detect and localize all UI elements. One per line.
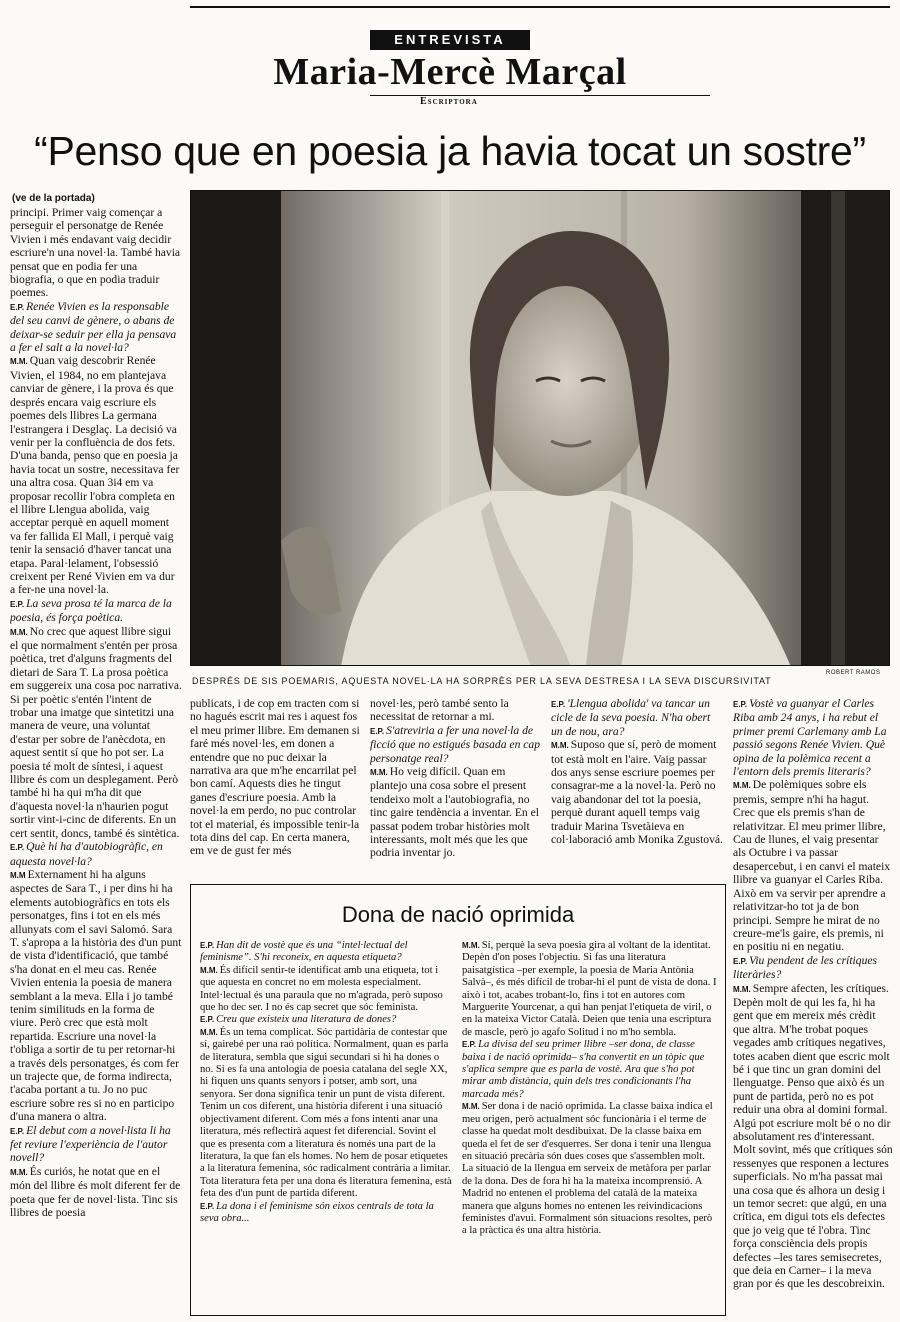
column-5 (733, 697, 893, 1317)
question: E.P. Han dit de vostè que és una “intel·lectual del feminisme”. S'hi reconeix, en aquesta etiqueta? (200, 940, 408, 964)
question: E.P. La dona i el feminisme són eixos centrals de tota la seva obra... (200, 1200, 434, 1224)
answer: M.M. De polèmiques sobre els premis, sempre n'hi ha hagut. Crec que els premis s'han de relativitzar. El meu primer llibre, Cau de llunes, el vaig presentar als Octubre i va passar desapercebut, i en canvi el mateix llibre va guanyar el Carles Riba. Això em va servir per aprendre a relativitzar-ho tot ja de bon principi. Sempre he mirat de no creure-me'ls gaire, els premis, ni en positiu ni en negatiu. (733, 778, 891, 954)
headline: “Penso que en poesia ja havia tocat un sostre” (34, 128, 866, 174)
question: E.P. Vostè va guanyar el Carles Riba amb 24 anys, i ha rebut el primer premi Carlemany amb La passió segons Renée Vivien. Què opina de la polèmica recent a l'entorn dels premis literaris? (733, 697, 887, 779)
question: E.P. El debut com a novel·lista li ha fet reviure l'experiència de l'autor novell? (10, 1123, 171, 1165)
answer: publicats, i de cop em tracten com si no hagués escrit mai res i aquest fos el meu primer llibre. Em demanen si faré més novel·les, em donen a entendre que no puc deixar la narrativa ara que m'he encarrilat pel bon camí. Aquests dies he tingut ganes d'escriure poesia. Amb la novel·la em perdo, no puc controlar tot el material, és impossible tenir-la tota dins del cap. En certa manera, em ve de gust fer més (190, 697, 360, 858)
question: E.P. Renée Vivien es la responsable del seu canvi de gènere, o abans de deixar-se seduir per ella ja pensava a fer el salt a la novel·la? (10, 299, 177, 355)
section-kicker: ENTREVISTA (370, 30, 530, 50)
top-rule (190, 6, 890, 8)
interviewee-name: Maria-Mercè Marçal (273, 51, 627, 93)
interviewee-role: Escriptora (420, 96, 478, 107)
question: E.P. Viu pendent de les crítiques literàries? (733, 953, 878, 982)
portrait-photo (190, 190, 890, 666)
column-1 (10, 206, 182, 1318)
answer: novel·les, però també sento la necessitat de retornar a mi. (370, 697, 509, 724)
answer: M.M. És un tema complicat. Sóc partidària de contestar que sí, gairebé per una raó política. Normalment, quan es parla de literatura, sembla que sigui secundari si hi ha dones o no. Si es fa una antologia de poesia catalana del segle XX, hi fiquen uns quants senyors i potser, amb sort, una senyora. Ser dona significa tenir un punt de vista diferent. Tenim un cos diferent, una història diferent i una situació objectivament diferent. Com més a fons intenti anar una literatura, més reflectirà aquest fet diferencial. Sovint el que es presenta com a literatura és només una part de la literatura, la que fan els homes. No hem de posar etiquetes a la literatura femenina, sóc radicalment contrària a limitar. Tota literatura feta per una dona és literatura femenina, està feta des d'un punt de partida diferent. (200, 1026, 452, 1200)
question: E.P. La divisa del seu primer llibre –ser dona, de classe baixa i de nació oprimida– s'ha convertit en un tòpic que s'aplica sempre que es parla de vostè. Ara que s'ho pot mirar amb distància, quin dels tres condicionants l'ha marcada més? (462, 1039, 705, 1100)
photo-credit: ROBERT RAMOS (826, 670, 881, 676)
answer: M.M. Sempre afecten, les crítiques. Depèn molt de qui les fa, hi ha gent que em mereix més crèdit que altra. M'he trobat poques vegades amb crítiques negatives, totes acaben dient que escric molt bé i que tinc un gran domini del llenguatge. Penso que això és un punt de partida, però no es pot reduir una obra al domini formal. Algú pot escriure molt bé o no dir absolutament res d'interessant. Molt sovint, més que crítiques són ressenyes que responen a lectures superficials. No m'ha passat mai una cosa que és alhora un desig i un temor secret: que algú, en una crítica, em digui tots els defectes que jo veig que té l'obra. Tinc força consciència dels propis defectes –les tares semisecretes, que deia en Carner– i la meva gran por és que les descobreixin. (733, 981, 893, 1291)
sidebar-title: Dona de nació oprimida (341, 902, 575, 927)
paragraph: principi. Primer vaig començar a perseguir el personatge de Renée Vivien i més endavant vaig decidir escriure'n una novel·la. També havia pensat que en podia fer una biografia, o que en podia traduir poemes. (10, 206, 181, 300)
answer: M.M. Quan vaig descobrir Renée Vivien, el 1984, no em plantejava canviar de gènere, i la prova és que després encara vaig escriure els poemes dels llibres La germana l'estrangera i Desglaç. La decisió va venir per la confluència de dos fets. D'una banda, penso que en poesia ja havia tocat un sostre, necessitava fer una altra cosa. Quan 3i4 em va proposar recollir l'obra completa en el llibre Llengua abolida, vaig acceptar perquè en aquell moment va fer fallida El Mall, i perquè vaig tenir la sensació d'haver tancat una etapa. Paral·lelament, l'obsessió creixent per René Vivien em va dur a fer-ne una novel·la. (10, 354, 180, 597)
photo-caption: DESPRÉS DE SIS POEMARIS, AQUESTA NOVEL·LA HA SORPRÈS PER LA SEVA DESTRESA I LA SEVA DISCURSIVITAT (192, 676, 772, 686)
column-2 (190, 697, 362, 879)
portrait-photo-illustration (191, 191, 890, 666)
question: E.P. S'atreviria a fer una novel·la de ficció que no estigués basada en cap personatge real? (370, 723, 541, 765)
answer: M.M. Ho veig difícil. Quan em plantejo una cosa sobre el present tendeixo molt a l'autobiografia, no tinc gaire tendència a inventar. En el passat podem trobar històries molt interessants, molt més que les que podria inventar jo. (370, 765, 539, 860)
column-4 (551, 697, 723, 879)
question: E.P. 'Llengua abolida' va tancar un cicle de la seva poesia. N'ha obert un de nou, ara? (551, 697, 711, 738)
column-3 (370, 697, 542, 879)
question: E.P. Creu que existeix una literatura de dones? (200, 1014, 397, 1026)
continued-label: (ve de la portada) (12, 193, 95, 204)
answer: M.M. És difícil sentir-te identificat amb una etiqueta, tot i que aquesta en concret no em molesta especialment. Intel·lectual és una paraula que no m'agrada, però suposo que ho dec ser. I no és cap secret que sóc feminista. (200, 964, 443, 1014)
question: E.P. La seva prosa té la marca de la poesia, és força poètica. (10, 596, 172, 625)
sidebar-column-right (462, 940, 718, 1310)
answer: M.M. És curiós, he notat que en el món del llibre és molt diferent fer de poeta que fer de novel·lista. Tinc sis llibres de poesia (10, 1164, 181, 1220)
answer: M.M. Ser dona i de nació oprimida. La classe baixa indica el meu origen, però actualment sóc funcionària i el terme de classe ha quedat molt desdibuixat. De la classe baixa em queda el fet de ser d'esquerres. Ser dona i tenir una llengua en situació precària són dues coses que s'assemblen molt. La situació de la llengua em serveix de metàfora per parlar de la dona. Des de fora hi ha la mateixa incomprensió. A Madrid no entenen el problema del català de la mateixa manera que alguns homes no entenen les reivindicacions feministes d'avui. Formalment són situacions resoltes, però a la pràctica és una altra història. (462, 1101, 713, 1237)
answer: M.M Externament hi ha alguns aspectes de Sara T., i per dins hi ha elements autobiogràfics en tots els personatges, fins i tot en els més allunyats com el savi Salomó. Sara T. s'apropa a la història des d'un punt de vista d'identificació, que també s'ha donat en el meu cas. Renée Vivien entenia la poesia de manera semblant a la meva. Ella i jo també tenim similituds en la forma de viure. Però crec que està molt repartida. Escriure una novel·la t'obliga a sortir de tu per retornar-hi a través dels personatges, és com fer un trajecte que, de forma indirecta, t'acaba portant a tu. Jo no puc escriure sobre res si no en participo d'una manera o altra. (10, 867, 182, 1124)
answer: M.M. Suposo que sí, però de moment tot està molt en l'aire. Vaig passar dos anys sense escriure poemes per consagrar-me a la novel·la. Però no vaig abandonar del tot la poesia, perquè durant aquell temps vaig traduir Marina Tsvetàieva en col·laboració amb Monika Zgustová. (551, 738, 723, 847)
question: E.P. Què hi ha d'autobiogràfic, en aquesta novel·la? (10, 840, 163, 868)
answer: M.M. No crec que aquest llibre sigui el que normalment s'entén per prosa poètica, tret d'alguns fragments del dietari de Sara T. La prosa poètica em suggereix una cosa poc narrativa. Si per poètic s'entén l'intent de trobar una imatge que sintetitzi una manera de veure, una voluntat d'estar per sobre de l'anècdota, en aquest sentit sí que ho pot ser. La poesia té molt de síntesi, i aquest llibre és com un desplegament. Però també hi ha qui m'ha dit que d'aquesta novel·la n'haurien pogut sortir vint-i-cinc de diferents. En un cert sentit, doncs, també és sintètica. (10, 624, 182, 840)
answer: M.M. Sí, perquè la seva poesia gira al voltant de la identitat. Depèn d'on poses l'objectiu. Si fas una literatura paisatgística –per exemple, la poesia de Maria Antònia Salvà–, és més difícil de trobar-hi el punt de vista de dona. I això i tot, acabes trobant-lo, fins i tot en autores com Marguerite Yourcenar, a qui han penjat l'etiqueta de viril, o en la mateixa Victor Català. Deien que tenia una escriptura de mascle, però jo agafo Solitud i no m'ho sembla. (462, 940, 717, 1038)
sidebar-column-left (200, 940, 452, 1310)
